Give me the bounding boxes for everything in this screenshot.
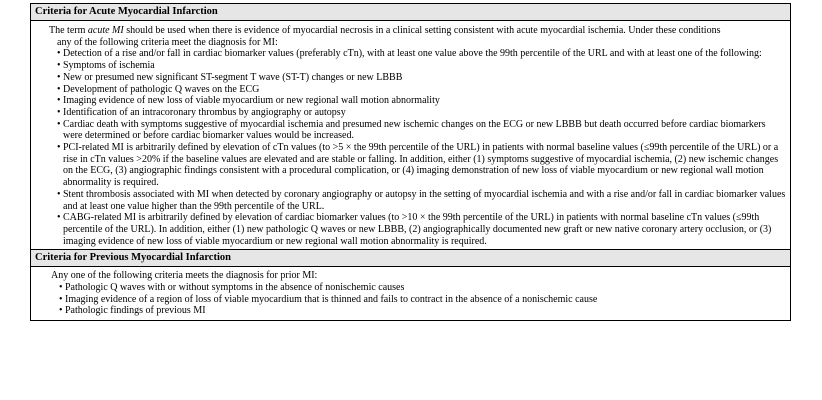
acute-mi-intro-cont: any of the following criteria meet the diagnosis for MI: (57, 36, 278, 48)
intro-text-a: The term (49, 25, 88, 36)
list-item: • Cardiac death with symptoms suggestive of myocardial ischemia and presumed new ischemic changes on the ECG or new LBBB but death occurred before cardiac biomarkers were determined or before cardiac biomarker values would be increased. (57, 119, 786, 142)
list-item: • CABG-related MI is arbitrarily defined by elevation of cardiac biomarker values (to >10 × the 99th percentile of the URL) in patients with normal baseline cTn values (≤99th percentile of the URL). In addition, either (1) new pathologic Q waves or new LBBB, (2) angiographically documented new graft or new native coronary artery occlusion, or (3) imaging evidence of new loss of viable myocardium or new regional wall motion abnormality is required. (57, 212, 786, 247)
list-item: • Pathologic findings of previous MI (59, 305, 786, 317)
list-item: • Stent thrombosis associated with MI when detected by coronary angiography or autopsy in the setting of myocardial ischemia and with a rise and/or fall in cardiac biomarker values and at least one value higher than the 99th percentile of the URL. (57, 189, 786, 212)
acute-mi-header: Criteria for Acute Myocardial Infarction (31, 4, 790, 21)
intro-term: acute MI (87, 25, 124, 36)
previous-mi-intro: Any one of the following criteria meets the diagnosis for prior MI: (51, 270, 318, 282)
list-item: • Imaging evidence of a region of loss of viable myocardium that is thinned and fails to contract in the absence of a nonischemic cause (59, 294, 786, 306)
list-item: • Pathologic Q waves with or without symptoms in the absence of nonischemic causes (59, 282, 786, 294)
acute-mi-body (31, 21, 790, 249)
previous-mi-body (31, 267, 790, 320)
criteria-table (30, 3, 791, 321)
list-item: • Imaging evidence of new loss of viable myocardium or new regional wall motion abnormality (57, 95, 786, 107)
list-item: • Development of pathologic Q waves on the ECG (57, 84, 786, 96)
list-item: • Identification of an intracoronary thrombus by angiography or autopsy (57, 107, 786, 119)
previous-mi-header: Criteria for Previous Myocardial Infarction (31, 249, 790, 267)
list-item: • New or presumed new significant ST-segment T wave (ST-T) changes or new LBBB (57, 72, 786, 84)
list-item: • Detection of a rise and/or fall in cardiac biomarker values (preferably cTn), with at least one value above the 99th percentile of the URL and with at least one of the following: (57, 48, 786, 60)
list-item: • PCI-related MI is arbitrarily defined by elevation of cTn values (to >5 × the 99th percentile of the URL) in patients with normal baseline values (≤99th percentile of the URL) or a rise in cTn values >20% if the baseline values are elevated and are stable or falling. In addition, either (1) symptoms suggestive of myocardial ischemia, (2) new ischemic changes on the ECG, (3) angiographic findings consistent with a procedural complication, or (4) imaging demonstration of new loss of viable myocardium or new regional wall motion abnormality is required. (57, 142, 786, 189)
list-item: • Symptoms of ischemia (57, 60, 786, 72)
intro-text-b: should be used when there is evidence of myocardial necrosis in a clinical setting consistent with acute myocardial ischemia. Under these conditions (123, 25, 721, 36)
acute-mi-intro (49, 25, 786, 37)
previous-mi-list (51, 282, 786, 317)
acute-mi-list (49, 48, 786, 247)
